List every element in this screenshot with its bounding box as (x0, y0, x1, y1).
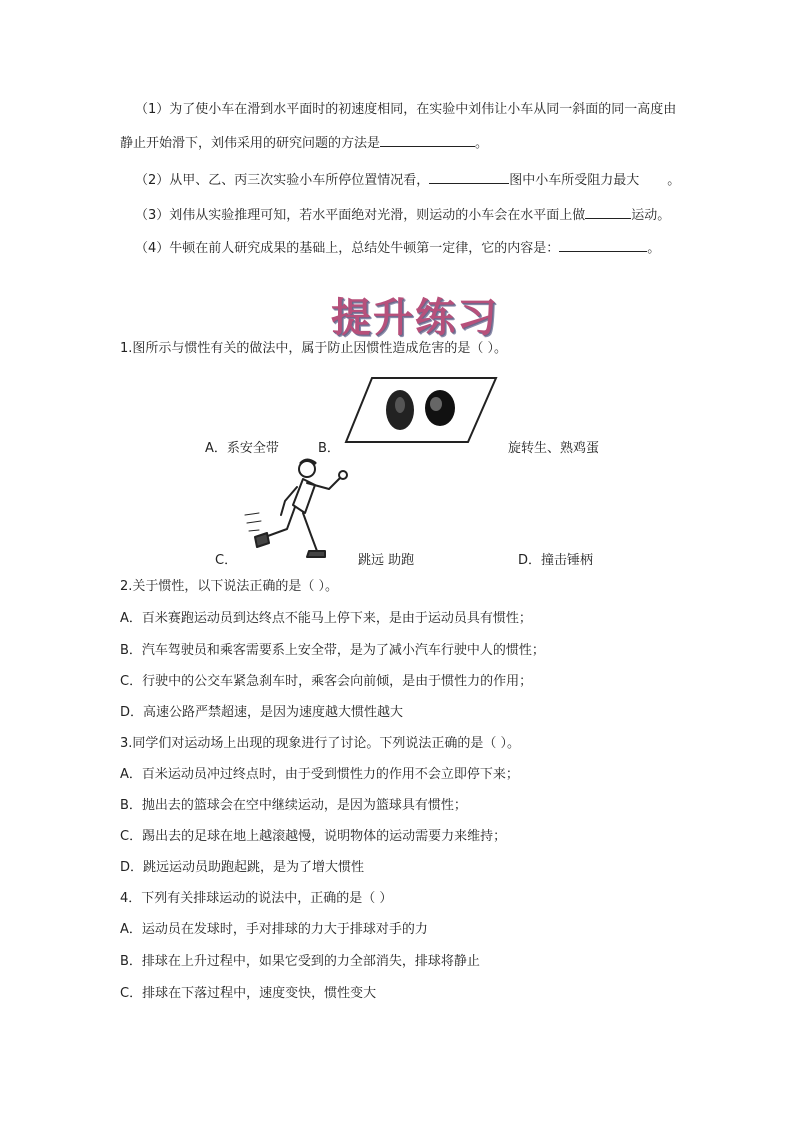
q1-line-2 (120, 133, 488, 153)
question1-option-c[interactable]: C． (215, 553, 238, 568)
question4-option-a[interactable]: A．运动员在发球时，手对排球的力大于排球对手的力 (120, 922, 428, 937)
q4-text: （4）牛顿在前人研究成果的基础上，总结处牛顿第一定律，它的内容是： (135, 241, 560, 256)
q3-answer-blank[interactable] (585, 205, 631, 219)
question2-stem: 2.关于惯性，以下说法正确的是（ ）。 (120, 579, 339, 594)
question2-option-d[interactable]: D．高速公路严禁超速，是因为速度越大惯性越大 (120, 705, 404, 720)
question2-option-b[interactable]: B．汽车驾驶员和乘客需要系上安全带，是为了减小汽车行驶中人的惯性； (120, 643, 545, 658)
question4-option-c[interactable]: C．排球在下落过程中，速度变快，惯性变大 (120, 986, 377, 1001)
q3-text-post: 运动。 (631, 208, 671, 223)
q4-answer-blank[interactable] (559, 238, 647, 252)
q2-line (135, 170, 680, 190)
question3-option-c[interactable]: C．踢出去的足球在地上越滚越慢，说明物体的运动需要力来维持； (120, 829, 507, 844)
q4-end: 。 (647, 241, 661, 256)
question4-stem: 4．下列有关排球运动的说法中，正确的是（ ） (120, 891, 393, 906)
q2-end: 。 (667, 173, 681, 188)
question4-option-b[interactable]: B．排球在上升过程中，如果它受到的力全部消失，排球将静止 (120, 954, 480, 969)
q1-text: 静止开始滑下，刘伟采用的研究问题的方法是 (120, 136, 381, 151)
eggs-figure (340, 374, 500, 446)
question3-option-a[interactable]: A．百米运动员冲过终点时，由于受到惯性力的作用不会立即停下来； (120, 767, 519, 782)
q3-text: （3）刘伟从实验推理可知，若水平面绝对光滑，则运动的小车会在水平面上做 (135, 208, 586, 223)
question1-option-b-caption: 旋转生、熟鸡蛋 (508, 441, 600, 456)
q1-answer-blank[interactable] (380, 133, 475, 147)
q1-end: 。 (475, 136, 489, 151)
question1-option-c-caption: 跳远 助跑 (358, 553, 415, 568)
question3-stem: 3.同学们对运动场上出现的现象进行了讨论。下列说法正确的是（ ）。 (120, 736, 521, 751)
section-title: 提升练习 (331, 294, 499, 341)
q2-answer-blank[interactable] (429, 170, 509, 184)
q1-line-1: （1）为了使小车在滑到水平面时的初速度相同，在实验中刘伟让小车从同一斜面的同一高度由 (135, 102, 677, 117)
q2-text: （2）从甲、乙、丙三次实验小车所停位置情况看， (135, 173, 430, 188)
question1-option-d[interactable]: D．撞击锤柄 (518, 553, 594, 568)
question2-option-c[interactable]: C．行驶中的公交车紧急刹车时，乘客会向前倾，是由于惯性力的作用； (120, 674, 533, 689)
q4-line (135, 238, 660, 258)
question1-option-b[interactable]: B． (318, 441, 340, 456)
question3-option-d[interactable]: D．跳远运动员助跑起跳，是为了增大惯性 (120, 860, 365, 875)
question3-option-b[interactable]: B．抛出去的篮球会在空中继续运动，是因为篮球具有惯性； (120, 798, 467, 813)
q2-text-post: 图中小车所受阻力最大 (509, 173, 640, 188)
question1-option-a[interactable]: A．系安全带 (205, 441, 279, 456)
question2-option-a[interactable]: A．百米赛跑运动员到达终点不能马上停下来，是由于运动员具有惯性； (120, 611, 532, 626)
question1-stem: 1.图所示与惯性有关的做法中，属于防止因惯性造成危害的是（ ）。 (120, 341, 508, 356)
long-jump-runner-figure (245, 455, 355, 565)
q3-line (135, 205, 670, 225)
